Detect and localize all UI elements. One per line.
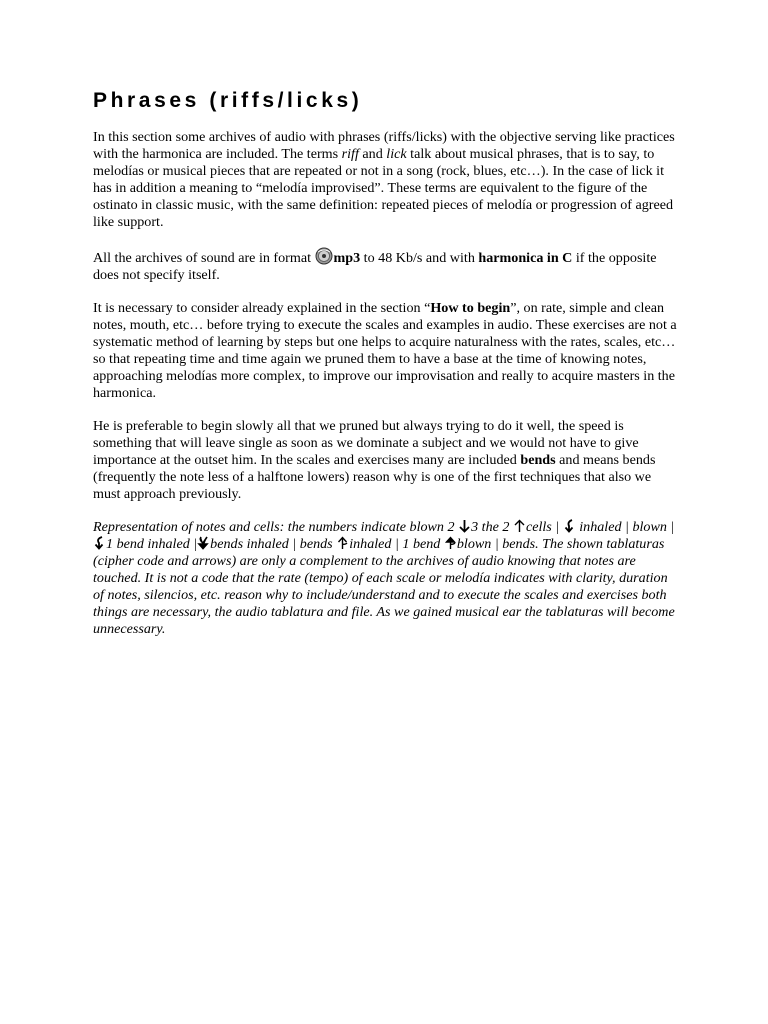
format-paragraph (93, 247, 678, 284)
term-bends: bends (520, 452, 556, 468)
arrow-up-icon (513, 519, 526, 533)
text: Representation of notes and cells: the numbers indicate blown 2 (93, 519, 459, 535)
page-title: Phrases (riffs/licks) (93, 89, 363, 112)
intro-paragraph (93, 129, 678, 231)
bend-arrow-down-icon (93, 536, 106, 550)
arrow-down-icon (458, 519, 471, 533)
text: inhaled | 1 bend (349, 536, 444, 552)
text: He is preferable to begin slowly all that we pruned but always trying to do it well, the speed is something that will leave single as soon as we dominate a subject and we would not have to give importance at the outset him. In the scales and exercises many are included (93, 418, 639, 468)
bend-arrow-down-icon (563, 519, 576, 533)
text: inhaled | blown | (575, 519, 675, 535)
text: and (358, 146, 387, 162)
text: to 48 Kb/s and with (360, 250, 479, 266)
format-mp3: mp3 (333, 250, 361, 266)
notation-paragraph (93, 519, 678, 638)
text: and means bends (frequently the note less of a halftone lowers) reason why is one of the first techniques that also we must approach previously. (93, 452, 656, 502)
section-link-how-to-begin[interactable]: How to begin (430, 300, 511, 316)
bends-paragraph (93, 418, 678, 503)
harmonica-key: harmonica in C (478, 250, 573, 266)
text: In this section some archives of audio with phrases (riffs/licks) with the objective serving like practices with the harmonica are included. The terms (93, 129, 675, 162)
text: All the archives of sound are in format (93, 250, 315, 266)
audio-cd-icon[interactable] (315, 247, 333, 265)
text: talk about musical phrases, that is to say, to melodías or musical pieces that are repeated or not in a song (rock, blues, etc…). In the case of lick it has in addition a meaning to “melodía improvised”. These terms are equivalent to the figure of the ostinato in classic music, with the same definition: repeated pieces of melodía or progression of agreed like support. (93, 146, 674, 230)
text: ”, on rate, simple and clean notes, mouth, etc… before trying to execute the scales and examples in audio. These exercises are not a systematic method of learning by steps but one helps to acquire naturalness with the rates, scales, etc… so that repeating time and time again we pruned them to have a base at the time of knowing notes, approaching melodías more complex, to improve our improvisation and really to acquire masters in the harmonica. (93, 300, 677, 401)
text: if the opposite does not specify itself. (93, 250, 657, 283)
double-bend-arrow-up-icon (444, 536, 457, 550)
document-page (93, 88, 678, 654)
text: bends inhaled | bends (210, 536, 337, 552)
text: blown | bends. The shown tablaturas (cipher code and arrows) are only a complement to the archives of audio knowing that notes are touched. It is not a code that the rate (tempo) of each scale or melodía indicates with clarity, duration of notes, silencios, etc. reason why to include/understand and to execute the scales and exercises both things are necessary, the audio tablatura and file. As we gained musical ear the tablaturas will become unnecessary. (93, 536, 675, 637)
double-bend-arrow-down-icon (197, 536, 210, 550)
text: It is necessary to consider already explained in the section “ (93, 300, 431, 316)
text: 3 the 2 (471, 519, 513, 535)
bend-arrow-up-icon (336, 536, 349, 550)
text: cells | (525, 519, 563, 535)
term-riff: riff (341, 146, 359, 162)
term-lick: lick (386, 146, 407, 162)
howto-paragraph (93, 300, 678, 402)
text: 1 bend inhaled | (106, 536, 198, 552)
